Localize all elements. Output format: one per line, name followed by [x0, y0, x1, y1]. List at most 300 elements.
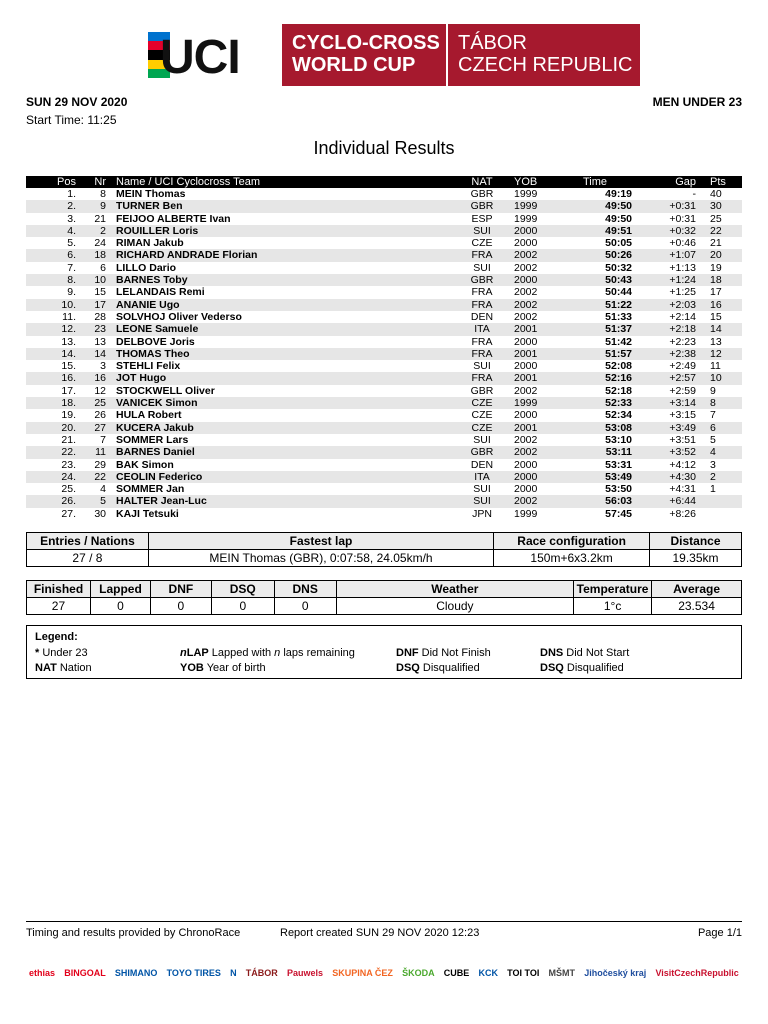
cell-gap: +0:31	[632, 200, 696, 212]
cell-pos: 15.	[61, 360, 76, 373]
results-body	[26, 188, 742, 520]
cell-gap: +1:24	[632, 274, 696, 286]
cell-pos: 3.	[67, 212, 76, 225]
report-created: Report created SUN 29 NOV 2020 12:23	[280, 927, 480, 939]
cell-name: HALTER Jean-Luc	[106, 495, 458, 507]
col-gap: Gap	[632, 176, 696, 188]
cell-name: RICHARD ANDRADE Florian	[106, 249, 458, 261]
uci-wordmark: UCI	[160, 31, 240, 84]
cell-yob: 2002	[506, 299, 558, 311]
table-row	[26, 446, 742, 458]
cell-pos: 25.	[61, 483, 76, 496]
table-row	[26, 213, 742, 225]
table-row	[26, 459, 742, 471]
cell-pts: 12	[696, 348, 742, 360]
cell-nat: GBR	[458, 200, 506, 212]
cell-yob: 2002	[514, 384, 538, 397]
dnf-value: 0	[150, 598, 211, 615]
cell-gap: +1:07	[632, 249, 696, 261]
cell-name: FEIJOO ALBERTE Ivan	[116, 212, 231, 225]
col-yob: YOB	[506, 176, 558, 188]
cell-time: 53:10	[605, 433, 632, 446]
cell-nat: DEN	[470, 458, 494, 471]
cell-pos: 9.	[67, 286, 76, 299]
cell-nr: 26	[94, 409, 106, 422]
cell-nr: 2	[76, 225, 106, 237]
cell-name: LILLO Dario	[116, 261, 177, 274]
cell-gap: +4:12	[669, 458, 696, 471]
cell-time: 49:19	[605, 188, 632, 200]
distance-header: Distance	[650, 533, 742, 550]
cell-name: HULA Robert	[116, 409, 182, 422]
legend-nat: NAT Nation	[35, 662, 92, 674]
page-number: Page 1/1	[697, 927, 742, 939]
summary-value-row	[27, 550, 742, 567]
cell-name: ANANIE Ugo	[106, 299, 458, 311]
sponsor-logo: ethias	[29, 968, 56, 978]
entries-header: Entries / Nations	[27, 533, 149, 550]
cell-yob: 2002	[514, 261, 538, 274]
sponsor-logo: SKUPINA ČEZ	[332, 968, 393, 978]
cell-yob: 2000	[514, 409, 538, 422]
cell-time: 50:05	[605, 237, 632, 250]
cell-nat: FRA	[471, 335, 493, 348]
cell-yob: 2000	[506, 274, 558, 286]
sponsor-logo: N	[230, 968, 237, 978]
cell-yob: 2002	[506, 446, 558, 458]
cell-yob: 1999	[506, 200, 558, 212]
cell-gap: +0:32	[632, 225, 696, 237]
cell-pos: 13.	[61, 335, 76, 348]
cell-time: 51:33	[605, 310, 632, 323]
cell-pts: 30	[696, 200, 742, 212]
cell-gap: +2:14	[669, 310, 696, 323]
cell-pos: 11.	[62, 310, 76, 323]
cell-pts: 20	[696, 249, 742, 261]
table-row	[26, 200, 742, 212]
event-banner	[144, 24, 640, 86]
sponsor-logo: TÁBOR	[245, 968, 278, 978]
cell-gap: +8:26	[669, 507, 696, 520]
cell-time: 51:22	[558, 299, 632, 311]
sponsor-logo: SHIMANO	[114, 968, 158, 978]
cell-pos: 22.	[26, 446, 76, 458]
finished-value: 27	[27, 598, 91, 615]
cell-nr: 17	[76, 299, 106, 311]
cell-nr: 28	[94, 310, 106, 323]
stats-header-row	[27, 581, 742, 598]
cell-nr: 22	[76, 471, 106, 483]
race-summary-table	[26, 532, 742, 567]
col-nat: NAT	[458, 176, 506, 188]
cell-pts: 5	[710, 433, 716, 446]
table-row	[26, 409, 742, 421]
cell-pts: 8	[696, 397, 742, 409]
cell-pts	[696, 495, 742, 507]
lapped-value: 0	[90, 598, 150, 615]
sponsor-logos	[26, 950, 742, 996]
average-value: 23.534	[652, 598, 742, 615]
cell-pos: 24.	[26, 471, 76, 483]
cell-time: 51:57	[558, 348, 632, 360]
cell-pos: 8.	[26, 274, 76, 286]
table-row	[26, 483, 742, 495]
cell-yob: 2001	[506, 422, 558, 434]
cell-nr: 11	[76, 446, 106, 458]
cell-yob: 2001	[506, 348, 558, 360]
cell-time: 52:33	[558, 397, 632, 409]
col-name: Name / UCI Cyclocross Team	[106, 176, 458, 188]
cell-name: ROUILLER Loris	[106, 225, 458, 237]
lapped-header: Lapped	[90, 581, 150, 598]
legend-dns: DNS Did Not Start	[540, 647, 630, 659]
cell-pos: 2.	[26, 200, 76, 212]
cell-time: 53:11	[558, 446, 632, 458]
cell-pts: 17	[710, 286, 722, 299]
cell-name: SOMMER Lars	[116, 433, 189, 446]
cell-yob: 2002	[514, 433, 538, 446]
cell-nat: SUI	[473, 433, 491, 446]
cell-nr: 5	[76, 495, 106, 507]
cell-pos: 1.	[67, 188, 76, 200]
cell-yob: 2001	[506, 323, 558, 335]
cell-nat: FRA	[458, 299, 506, 311]
cell-pts: 9	[710, 384, 716, 397]
cell-time: 50:32	[605, 261, 632, 274]
cell-name: THOMAS Theo	[106, 348, 458, 360]
weather-header: Weather	[336, 581, 573, 598]
cell-pts: 15	[710, 310, 722, 323]
cell-yob: 2000	[506, 471, 558, 483]
footer-divider	[26, 921, 742, 922]
legend-box	[26, 625, 742, 679]
legend-title: Legend:	[35, 631, 78, 643]
cell-nat: FRA	[458, 372, 506, 384]
sponsor-logo: BINGOAL	[64, 968, 106, 978]
cell-gap: +2:18	[632, 323, 696, 335]
results-header-row	[26, 176, 742, 188]
cell-pos: 6.	[26, 249, 76, 261]
cell-nat: SUI	[473, 360, 491, 373]
col-pos: Pos	[26, 176, 76, 188]
cell-time: 52:34	[605, 409, 632, 422]
table-row	[26, 495, 742, 507]
cell-gap: +0:31	[669, 212, 696, 225]
cell-pts: 16	[696, 299, 742, 311]
table-row	[26, 360, 742, 372]
sponsor-logo: TOYO TIRES	[166, 968, 221, 978]
page-title: Individual Results	[313, 138, 455, 158]
cell-pts: 40	[710, 188, 722, 200]
race-date: SUN 29 NOV 2020	[26, 95, 128, 109]
cell-name: DELBOVE Joris	[116, 335, 195, 348]
table-row	[26, 385, 742, 397]
cell-nr: 4	[100, 483, 106, 496]
cell-nat: GBR	[470, 384, 494, 397]
cell-name: LEONE Samuele	[106, 323, 458, 335]
finished-header: Finished	[27, 581, 91, 598]
cell-time: 50:26	[558, 249, 632, 261]
legend-dnf: DNF Did Not Finish	[396, 647, 491, 659]
sponsor-logo: Pauwels	[286, 968, 324, 978]
cell-time: 56:03	[558, 495, 632, 507]
cell-name: VANICEK Simon	[106, 397, 458, 409]
cell-nr: 8	[100, 188, 106, 200]
cell-name: SOLVHOJ Oliver Vederso	[116, 310, 242, 323]
race-config-header: Race configuration	[494, 533, 650, 550]
cell-nr: 30	[94, 507, 106, 520]
cell-yob: 1999	[506, 397, 558, 409]
table-row	[26, 249, 742, 261]
cell-nat: FRA	[458, 249, 506, 261]
sponsor-logo: TOI TOI	[507, 968, 540, 978]
cell-nat: SUI	[458, 495, 506, 507]
cell-nat: JPN	[472, 507, 492, 520]
cell-time: 52:16	[558, 372, 632, 384]
cell-name: STOCKWELL Oliver	[116, 384, 215, 397]
cell-time: 50:44	[605, 286, 632, 299]
cell-nat: SUI	[473, 483, 491, 496]
temperature-header: Temperature	[574, 581, 652, 598]
cell-pos: 19.	[61, 409, 76, 422]
legend-under23: * Under 23	[35, 647, 88, 659]
summary-header-row	[27, 533, 742, 550]
col-pts: Pts	[696, 176, 742, 188]
cell-yob: 2000	[514, 335, 538, 348]
table-row	[26, 434, 742, 446]
cell-nat: DEN	[470, 310, 494, 323]
table-row	[26, 299, 742, 311]
fastest-lap-header: Fastest lap	[148, 533, 493, 550]
cell-nat: CZE	[458, 397, 506, 409]
cell-pts: 2	[696, 471, 742, 483]
cell-gap: +6:44	[632, 495, 696, 507]
cell-gap: +4:30	[632, 471, 696, 483]
table-row	[26, 286, 742, 298]
cell-time: 52:18	[605, 384, 632, 397]
cell-time: 49:50	[605, 212, 632, 225]
cell-pos: 10.	[26, 299, 76, 311]
cell-name: BAK Simon	[116, 458, 174, 471]
cell-time: 49:51	[558, 225, 632, 237]
cell-nr: 29	[94, 458, 106, 471]
cell-yob: 2000	[514, 237, 538, 250]
cell-nr: 9	[76, 200, 106, 212]
table-row	[26, 274, 742, 286]
col-time: Time	[558, 176, 632, 188]
cell-nr: 14	[76, 348, 106, 360]
distance-value: 19.35km	[650, 550, 742, 567]
cell-yob: 2002	[514, 286, 538, 299]
cell-nr: 24	[94, 237, 106, 250]
cell-yob: 2002	[506, 495, 558, 507]
cell-nr: 13	[94, 335, 106, 348]
cell-name: SOMMER Jan	[116, 483, 185, 496]
cell-nr: 16	[76, 372, 106, 384]
cell-nat: ITA	[458, 471, 506, 483]
cell-nat: CZE	[458, 422, 506, 434]
cell-name: MEIN Thomas	[116, 188, 186, 200]
cell-pts: 1	[710, 483, 716, 496]
cell-time: 53:08	[558, 422, 632, 434]
dns-value: 0	[274, 598, 336, 615]
cell-nat: FRA	[471, 286, 493, 299]
cell-pts: 19	[710, 261, 722, 274]
timing-credit: Timing and results provided by ChronoRace	[26, 927, 241, 939]
cell-pts: 14	[696, 323, 742, 335]
cell-name: RIMAN Jakub	[116, 237, 184, 250]
cell-time: 50:43	[558, 274, 632, 286]
cell-name: KAJI Tetsuki	[116, 507, 179, 520]
cell-pts: 3	[710, 458, 716, 471]
cell-name: CEOLIN Federico	[106, 471, 458, 483]
cell-nr: 6	[100, 261, 106, 274]
cell-nr: 21	[94, 212, 106, 225]
cell-time: 49:50	[558, 200, 632, 212]
cell-nr: 10	[76, 274, 106, 286]
legend-dsq: DSQ Disqualified	[396, 662, 480, 674]
cell-pts: 25	[710, 212, 722, 225]
cell-yob: 2002	[506, 249, 558, 261]
cell-name: KUCERA Jakub	[106, 422, 458, 434]
cell-yob: 2000	[514, 483, 538, 496]
cell-pos: 18.	[26, 397, 76, 409]
cell-pos: 5.	[67, 237, 76, 250]
race-stats-table	[26, 580, 742, 615]
cell-pos: 12.	[26, 323, 76, 335]
event-name: CYCLO-CROSS WORLD CUP	[282, 24, 446, 86]
cell-yob: 1999	[514, 188, 538, 200]
cell-gap: +3:49	[632, 422, 696, 434]
cell-time: 57:45	[605, 507, 632, 520]
cell-pts: 22	[696, 225, 742, 237]
cell-nat: GBR	[458, 274, 506, 286]
cell-pos: 16.	[26, 372, 76, 384]
table-row	[26, 422, 742, 434]
cell-time: 53:49	[558, 471, 632, 483]
cell-gap: +2:38	[632, 348, 696, 360]
cell-name: STEHLI Felix	[116, 360, 181, 373]
cell-pos: 27.	[61, 507, 76, 520]
cell-nat: CZE	[471, 237, 493, 250]
cell-pts: 21	[710, 237, 722, 250]
cell-name: LELANDAIS Remi	[116, 286, 205, 299]
cell-pos: 26.	[26, 495, 76, 507]
cell-yob: 2000	[514, 458, 538, 471]
cell-gap: +3:15	[669, 409, 696, 422]
cell-gap: +3:14	[632, 397, 696, 409]
cell-nr: 27	[76, 422, 106, 434]
cell-pts	[696, 508, 742, 520]
event-location: TÁBOR CZECH REPUBLIC	[446, 24, 640, 86]
cell-nat: GBR	[470, 188, 494, 200]
cell-pts: 11	[710, 360, 721, 373]
start-time: Start Time: 11:25	[26, 113, 117, 127]
table-row	[26, 471, 742, 483]
cell-nat: SUI	[458, 225, 506, 237]
cell-pts: 6	[696, 422, 742, 434]
table-row	[26, 372, 742, 384]
cell-pts: 18	[696, 274, 742, 286]
table-row	[26, 225, 742, 237]
cell-yob: 2000	[506, 225, 558, 237]
cell-gap: +2:03	[632, 299, 696, 311]
cell-nr: 25	[76, 397, 106, 409]
table-row	[26, 262, 742, 274]
cell-name: BARNES Toby	[106, 274, 458, 286]
legend-nlap: nLAP Lapped with n laps remaining	[180, 647, 355, 659]
cell-time: 51:42	[605, 335, 632, 348]
cell-pts: 7	[710, 409, 716, 422]
col-nr: Nr	[76, 176, 106, 188]
cell-gap: +3:52	[632, 446, 696, 458]
fastest-lap-value: MEIN Thomas (GBR), 0:07:58, 24.05km/h	[148, 550, 493, 567]
table-row	[26, 397, 742, 409]
cell-time: 53:50	[605, 483, 632, 496]
sponsor-logo: CUBE	[443, 968, 470, 978]
uci-logo	[144, 24, 282, 86]
cell-nr: 18	[76, 249, 106, 261]
table-row	[26, 323, 742, 335]
cell-gap: +0:46	[669, 237, 696, 250]
dsq-header: DSQ	[211, 581, 274, 598]
cell-name: BARNES Daniel	[106, 446, 458, 458]
cell-nr: 15	[94, 286, 106, 299]
table-row	[26, 348, 742, 360]
average-header: Average	[652, 581, 742, 598]
sponsor-logo: ŠKODA	[402, 968, 435, 978]
stats-value-row	[27, 598, 742, 615]
cell-yob: 1999	[514, 507, 538, 520]
cell-pos: 4.	[26, 225, 76, 237]
dsq-value: 0	[211, 598, 274, 615]
cell-gap: +2:59	[669, 384, 696, 397]
race-config-value: 150m+6x3.2km	[494, 550, 650, 567]
cell-yob: 2000	[514, 360, 538, 373]
cell-nr: 12	[94, 384, 106, 397]
cell-gap: +3:51	[669, 433, 696, 446]
cell-gap: +2:23	[669, 335, 696, 348]
cell-time: 51:37	[558, 323, 632, 335]
cell-gap: -	[692, 188, 696, 200]
cell-yob: 1999	[514, 212, 538, 225]
dnf-header: DNF	[150, 581, 211, 598]
cell-nat: SUI	[473, 261, 491, 274]
cell-nr: 7	[100, 433, 106, 446]
cell-nr: 3	[100, 360, 106, 373]
table-row	[26, 311, 742, 323]
dns-header: DNS	[274, 581, 336, 598]
cell-nr: 23	[76, 323, 106, 335]
cell-gap: +2:49	[669, 360, 696, 373]
weather-value: Cloudy	[336, 598, 573, 615]
legend-yob: YOB Year of birth	[180, 662, 266, 674]
sponsor-logo: Jihočeský kraj	[584, 968, 647, 978]
temperature-value: 1°c	[574, 598, 652, 615]
cell-gap: +4:31	[669, 483, 696, 496]
sponsor-logo: MŠMT	[548, 968, 576, 978]
cell-nat: ESP	[471, 212, 493, 225]
sponsor-logo: KCK	[478, 968, 498, 978]
cell-gap: +2:57	[632, 372, 696, 384]
entries-value: 27 / 8	[27, 550, 149, 567]
cell-name: JOT Hugo	[106, 372, 458, 384]
sponsor-logo: VisitCzechRepublic	[655, 968, 739, 978]
cell-pos: 23.	[61, 458, 76, 471]
cell-gap: +1:13	[669, 261, 696, 274]
cell-time: 53:31	[605, 458, 632, 471]
cell-pts: 10	[696, 372, 742, 384]
